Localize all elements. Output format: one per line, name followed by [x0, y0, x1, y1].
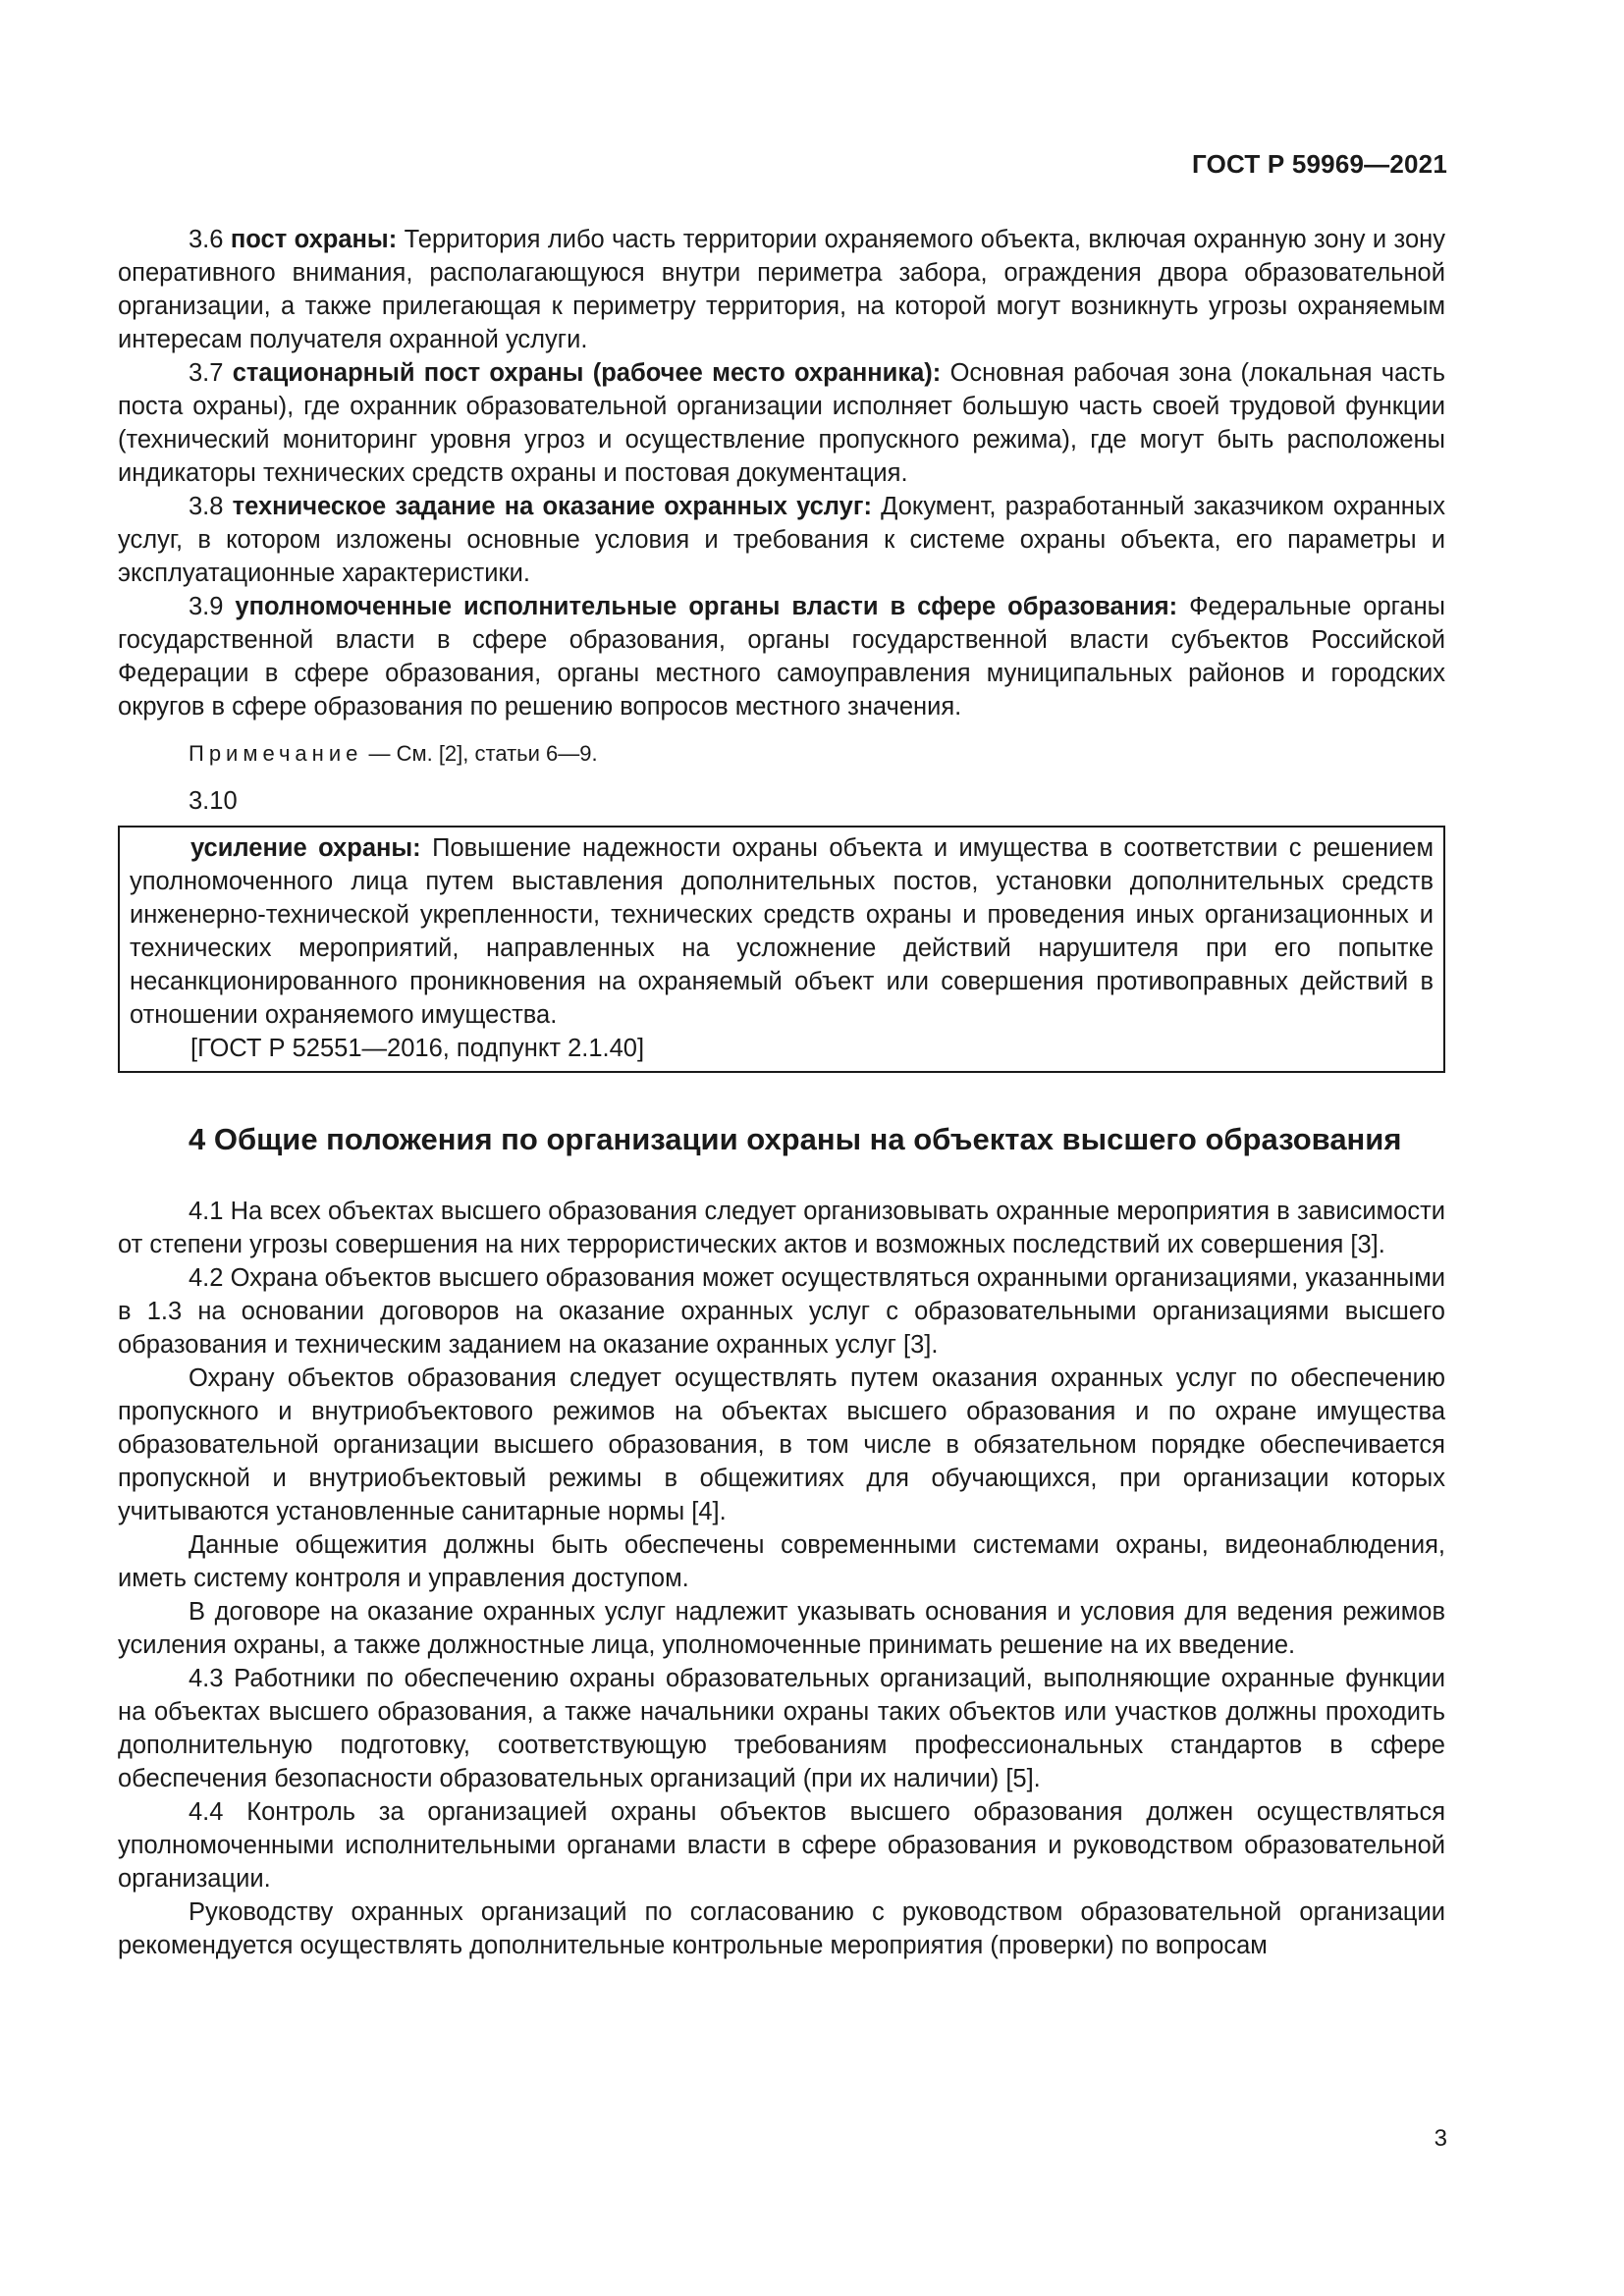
definition-term: стационарный пост охраны (рабочее место охранника):: [232, 359, 942, 387]
definition-number: 3.8: [189, 493, 224, 520]
definition-source: [ГОСТ Р 52551—2016, подпункт 2.1.40]: [190, 1035, 645, 1062]
note-text: — См. [2], статьи 6—9.: [368, 741, 598, 766]
paragraph: Данные общежития должны быть обеспечены современными системами охраны, видеонаблюдения, иметь систему контроля и управления доступом.: [118, 1531, 1445, 1592]
paragraph-4-1: 4.1 На всех объектах высшего образования следует организовывать охранные мероприятия в зависимости от степени угрозы совершения на них террористических актов и возможных последствий их совершения [3].: [118, 1198, 1445, 1258]
definition-term: усиление охраны:: [190, 834, 421, 862]
boxed-definition: [118, 826, 1445, 1073]
definition-term: уполномоченные исполнительные органы власти в сфере образования:: [235, 593, 1178, 620]
paragraph: В договоре на оказание охранных услуг надлежит указывать основания и условия для ведения режимов усиления охраны, а также должностные лица, уполномоченные принимать решение на их введение.: [118, 1598, 1445, 1659]
paragraph-4-4: 4.4 Контроль за организацией охраны объектов высшего образования должен осуществляться уполномоченными исполнительными органами власти в сфере образования и руководством образовательной организации.: [118, 1798, 1445, 1893]
standard-code: ГОСТ Р 59969—2021: [1192, 149, 1447, 179]
definition-term: техническое задание на оказание охранных услуг:: [232, 493, 872, 520]
definition-text: Территория либо часть территории охраняемого объекта, включая охранную зону и зону оперативного внимания, располагающуюся внутри периметра забора, ограждения двора образовательной организации, а также прилегающая к периметру территория, на которой могут возникнуть угрозы охраняемым интересам получателя охранной услуги.: [118, 226, 1445, 353]
paragraph-4-3: 4.3 Работники по обеспечению охраны образовательных организаций, выполняющие охранные функции на объектах высшего образования, а также начальники охраны таких объектов или участков должны проходить дополнительную подготовку, соответствующую требованиям профессиональных стандартов в сфере обеспечения безопасности образовательных организаций (при их наличии) [5].: [118, 1665, 1445, 1792]
paragraph: Руководству охранных организаций по согласованию с руководством образовательной организации рекомендуется осуществлять дополнительные контрольные мероприятия (проверки) по вопросам: [118, 1898, 1445, 1959]
definition-number: 3.6: [189, 226, 224, 253]
definition-term: пост охраны:: [230, 226, 398, 253]
definition-3-9: [118, 590, 1445, 723]
boxed-definition-body: [130, 831, 1434, 1032]
definition-3-7: [118, 356, 1445, 490]
definition-3-8: [118, 490, 1445, 590]
definition-3-6: [118, 223, 1445, 356]
definition-text: Документ, разработанный заказчиком охранных услуг, в котором изложены основные условия и требования к системе охраны объекта, его параметры и эксплуатационные характеристики.: [118, 493, 1445, 587]
paragraph: Охрану объектов образования следует осуществлять путем оказания охранных услуг по обеспечению пропускного и внутриобъектового режимов на объектах высшего образования и по охране имущества образовательной организации высшего образования, в том числе в обязательном порядке обеспечивается пропускной и внутриобъектовый режимы в общежитиях для обучающихся, при организации которых учитываются установленные санитарные нормы [4].: [118, 1364, 1445, 1525]
page-content: [118, 223, 1445, 1962]
section-heading: 4 Общие положения по организации охраны на объектах высшего образования: [189, 1122, 1402, 1156]
paragraph-4-2: 4.2 Охрана объектов высшего образования может осуществляться охранными организациями, указанными в 1.3 на основании договоров на оказание охранных услуг с образовательными организациями высшего образования и техническим заданием на оказание охранных услуг [3].: [118, 1264, 1445, 1359]
definition-number: 3.7: [189, 359, 224, 387]
definition-number: 3.9: [189, 593, 224, 620]
note-label: Примечание: [189, 741, 363, 766]
definition-text: Федеральные органы государственной власти в сфере образования, органы государственной власти субъектов Российской Федерации в сфере образования, органы местного самоуправления муниципальных районов и городских округов в сфере образования по решению вопросов местного значения.: [118, 593, 1445, 721]
definition-text: Основная рабочая зона (локальная часть поста охраны), где охранник образовательной организации исполняет большую часть своей трудовой функции (технический мониторинг уровня угроз и осуществление пропускного режима), где могут быть расположены индикаторы технических средств охраны и постовая документация.: [118, 359, 1445, 487]
definition-text: Повышение надежности охраны объекта и имущества в соответствии с решением уполномоченного лица путем выставления дополнительных постов, установки дополнительных средств инженерно-технической укрепленности, технических средств охраны и проведения иных организационных и технических мероприятий, направленных на усложнение действий нарушителя при его попытке несанкционированного проникновения на охраняемый объект или совершения противоправных действий в отношении охраняемого имущества.: [130, 834, 1434, 1029]
definition-3-10-number: 3.10: [189, 787, 238, 815]
page-number: 3: [1434, 2125, 1447, 2152]
note: [118, 737, 1445, 771]
